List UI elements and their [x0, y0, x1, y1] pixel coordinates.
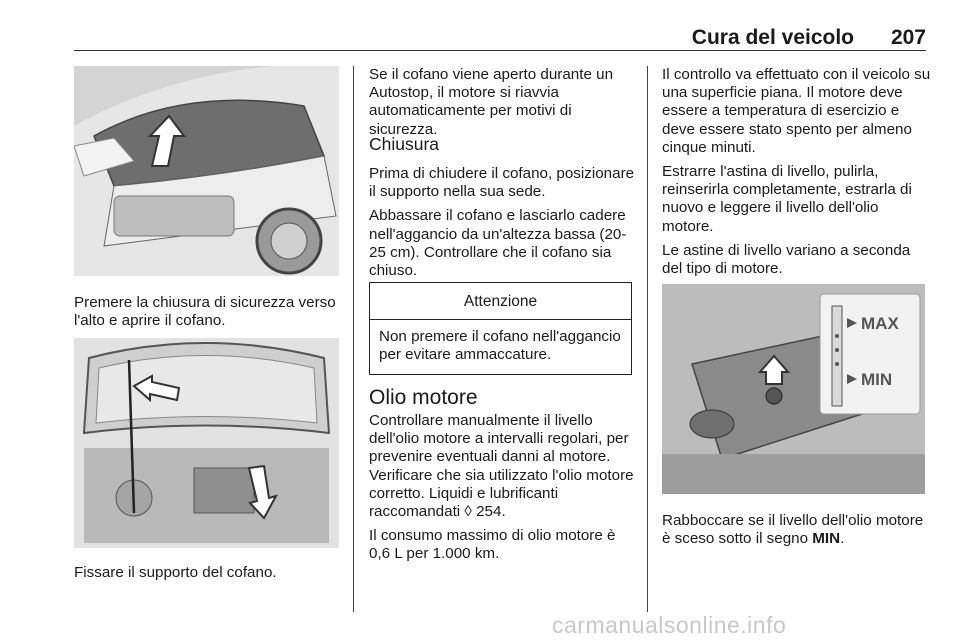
check-conditions-paragraph: Il controllo va effettuato con il veicolo su una superficie piana. Il motore deve essere a temperatura di esercizio e deve essere stato spento per almeno cinque minuti. [662, 66, 931, 156]
autostop-paragraph: Se il cofano viene aperto durante un Autostop, il motore si riavvia automaticamente per motivi di sicurezza. [369, 66, 614, 138]
closing-paragraph-2: Abbassare il cofano e lasciarlo cadere nell'aggancio da un'altezza bassa (20-25 cm). Controllare che il cofano sia chiuso. [369, 207, 627, 280]
caption-hood-support: Fissare il supporto del cofano. [74, 564, 277, 581]
oil-text [369, 412, 637, 570]
caption-dipstick [662, 512, 932, 548]
dipstick-procedure-paragraph: Estrarre l'astina di livello, pulirla, reinserirla completamente, estrarla di nuovo e leggere il livello dell'olio motore. [662, 163, 912, 235]
watermark[interactable]: carmanualsonline.info [552, 612, 787, 638]
section-title: Cura del veicolo [691, 26, 854, 49]
dipstick-max-label: MAX [861, 314, 899, 333]
hood-support-illustration [74, 338, 339, 548]
dipstick-figure [662, 284, 925, 494]
column-3-text [662, 66, 932, 284]
oil-paragraph-1: Controllare manualmente il livello dell'olio motore a intervalli regolari, per prevenire eventuali danni al motore. Verificare che sia utilizzato l'olio motore corretto. Liquidi e lubrificanti raccomandati ◊ 254. [369, 412, 634, 521]
notice-body: Non premere il cofano nell'aggancio per evitare ammaccature. [379, 328, 621, 364]
oil-paragraph-2: Il consumo massimo di olio motore è 0,6 L per 1.000 km. [369, 527, 616, 563]
column-divider-2 [647, 66, 648, 612]
caption-hood-release: Premere la chiusura di sicurezza verso l'alto e aprire il cofano. [74, 294, 336, 330]
hood-release-figure [74, 66, 339, 276]
dipstick-variants-paragraph: Le astine di livello variano a seconda del tipo di motore. [662, 241, 911, 278]
closing-text [369, 165, 637, 286]
notice-box [369, 282, 632, 375]
hood-support-figure [74, 338, 339, 548]
closing-paragraph-1: Prima di chiudere il cofano, posizionare il supporto nella sua sede. [369, 165, 635, 201]
heading-chiusura: Chiusura [369, 134, 440, 154]
column-divider-1 [353, 66, 354, 612]
caption-dipstick-text: Rabboccare se il livello dell'olio motore è sceso sotto il segno [662, 512, 924, 548]
engine-dipstick-illustration [662, 284, 925, 494]
caption-dipstick-min: MIN [812, 530, 841, 548]
page-header [74, 26, 926, 52]
header-rule [74, 50, 926, 51]
notice-title: Attenzione [370, 283, 631, 320]
hood-release-illustration [74, 66, 339, 276]
dipstick-min-label: MIN [861, 370, 893, 389]
caption-dipstick-end: . [840, 530, 845, 548]
heading-olio-motore: Olio motore [369, 386, 478, 409]
page-number: 207 [890, 26, 926, 49]
